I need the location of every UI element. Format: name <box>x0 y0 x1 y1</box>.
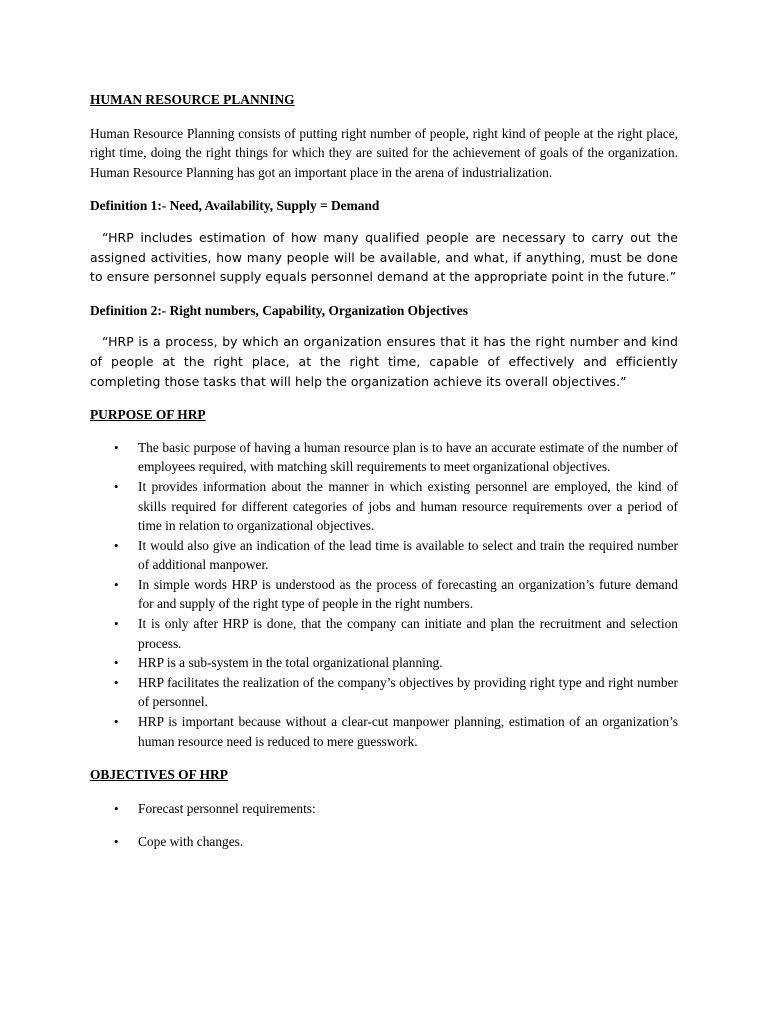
list-item: • It would also give an indication of the lead time is available to select and train the required number of additional manpower. <box>114 537 678 573</box>
bullet-icon: • <box>114 616 119 632</box>
bullet-icon: • <box>114 439 119 455</box>
bullet-icon: • <box>114 834 119 850</box>
definition-1-heading: Definition 1:- Need, Availability, Supply = Demand <box>90 198 380 214</box>
list-item: • HRP is important because without a clear-cut manpower planning, estimation of an organization’s human resource need is reduced to mere guesswork. <box>114 714 678 749</box>
definition-2-quote: “HRP is a process, by which an organization ensures that it has the right number and kind of people at the right place, at the right time, capable of effectively and efficiently completing those tasks that will help the organization achieve its overall objectives.” <box>90 334 678 389</box>
list-item: • In simple words HRP is understood as the process of forecasting an organization’s future demand for and supply of the right type of people in the right numbers. <box>114 576 678 612</box>
definition-1-quote: “HRP includes estimation of how many qualified people are necessary to carry out the assigned activities, how many people will be available, and what, if anything, must be done to ensure personnel supply equals personnel demand at the appropriate point in the future.” <box>90 229 678 285</box>
intro-paragraph: Human Resource Planning consists of putting right number of people, right kind of people at the right place, right time, doing the right things for which they are suited for the achievement of goals of the organization. Human Resource Planning has got an important place in the arena of industrialization. <box>90 125 678 180</box>
bullet-icon: • <box>114 478 119 494</box>
list-item: • Forecast personnel requirements: <box>138 799 678 819</box>
list-item: • Cope with changes. <box>138 832 678 852</box>
list-item: • It is only after HRP is done, that the company can initiate and plan the recruitment and selection process. <box>114 616 678 651</box>
objectives-list <box>90 799 678 852</box>
bullet-icon: • <box>114 576 119 592</box>
list-item: • HRP is a sub-system in the total organizational planning. <box>138 653 678 673</box>
list-item: • HRP facilitates the realization of the company’s objectives by providing right type and right number of personnel. <box>114 674 678 710</box>
bullet-icon: • <box>114 537 119 553</box>
page-title: HUMAN RESOURCE PLANNING <box>90 92 295 107</box>
list-item: • It provides information about the manner in which existing personnel are employed, the kind of skills required for different categories of jobs and human resource requirements over a period of time in relation to organizational objectives. <box>114 478 678 534</box>
objectives-heading: OBJECTIVES OF HRP <box>90 767 228 783</box>
bullet-icon: • <box>114 714 119 730</box>
purpose-list <box>90 438 678 752</box>
purpose-heading: PURPOSE OF HRP <box>90 407 206 423</box>
list-item: • The basic purpose of having a human resource plan is to have an accurate estimate of the number of employees required, with matching skill requirements to meet organizational objectives. <box>114 439 678 475</box>
bullet-icon: • <box>114 800 119 816</box>
bullet-icon: • <box>114 674 119 690</box>
definition-2-heading: Definition 2:- Right numbers, Capability, Organization Objectives <box>90 302 468 318</box>
bullet-icon: • <box>114 655 119 671</box>
